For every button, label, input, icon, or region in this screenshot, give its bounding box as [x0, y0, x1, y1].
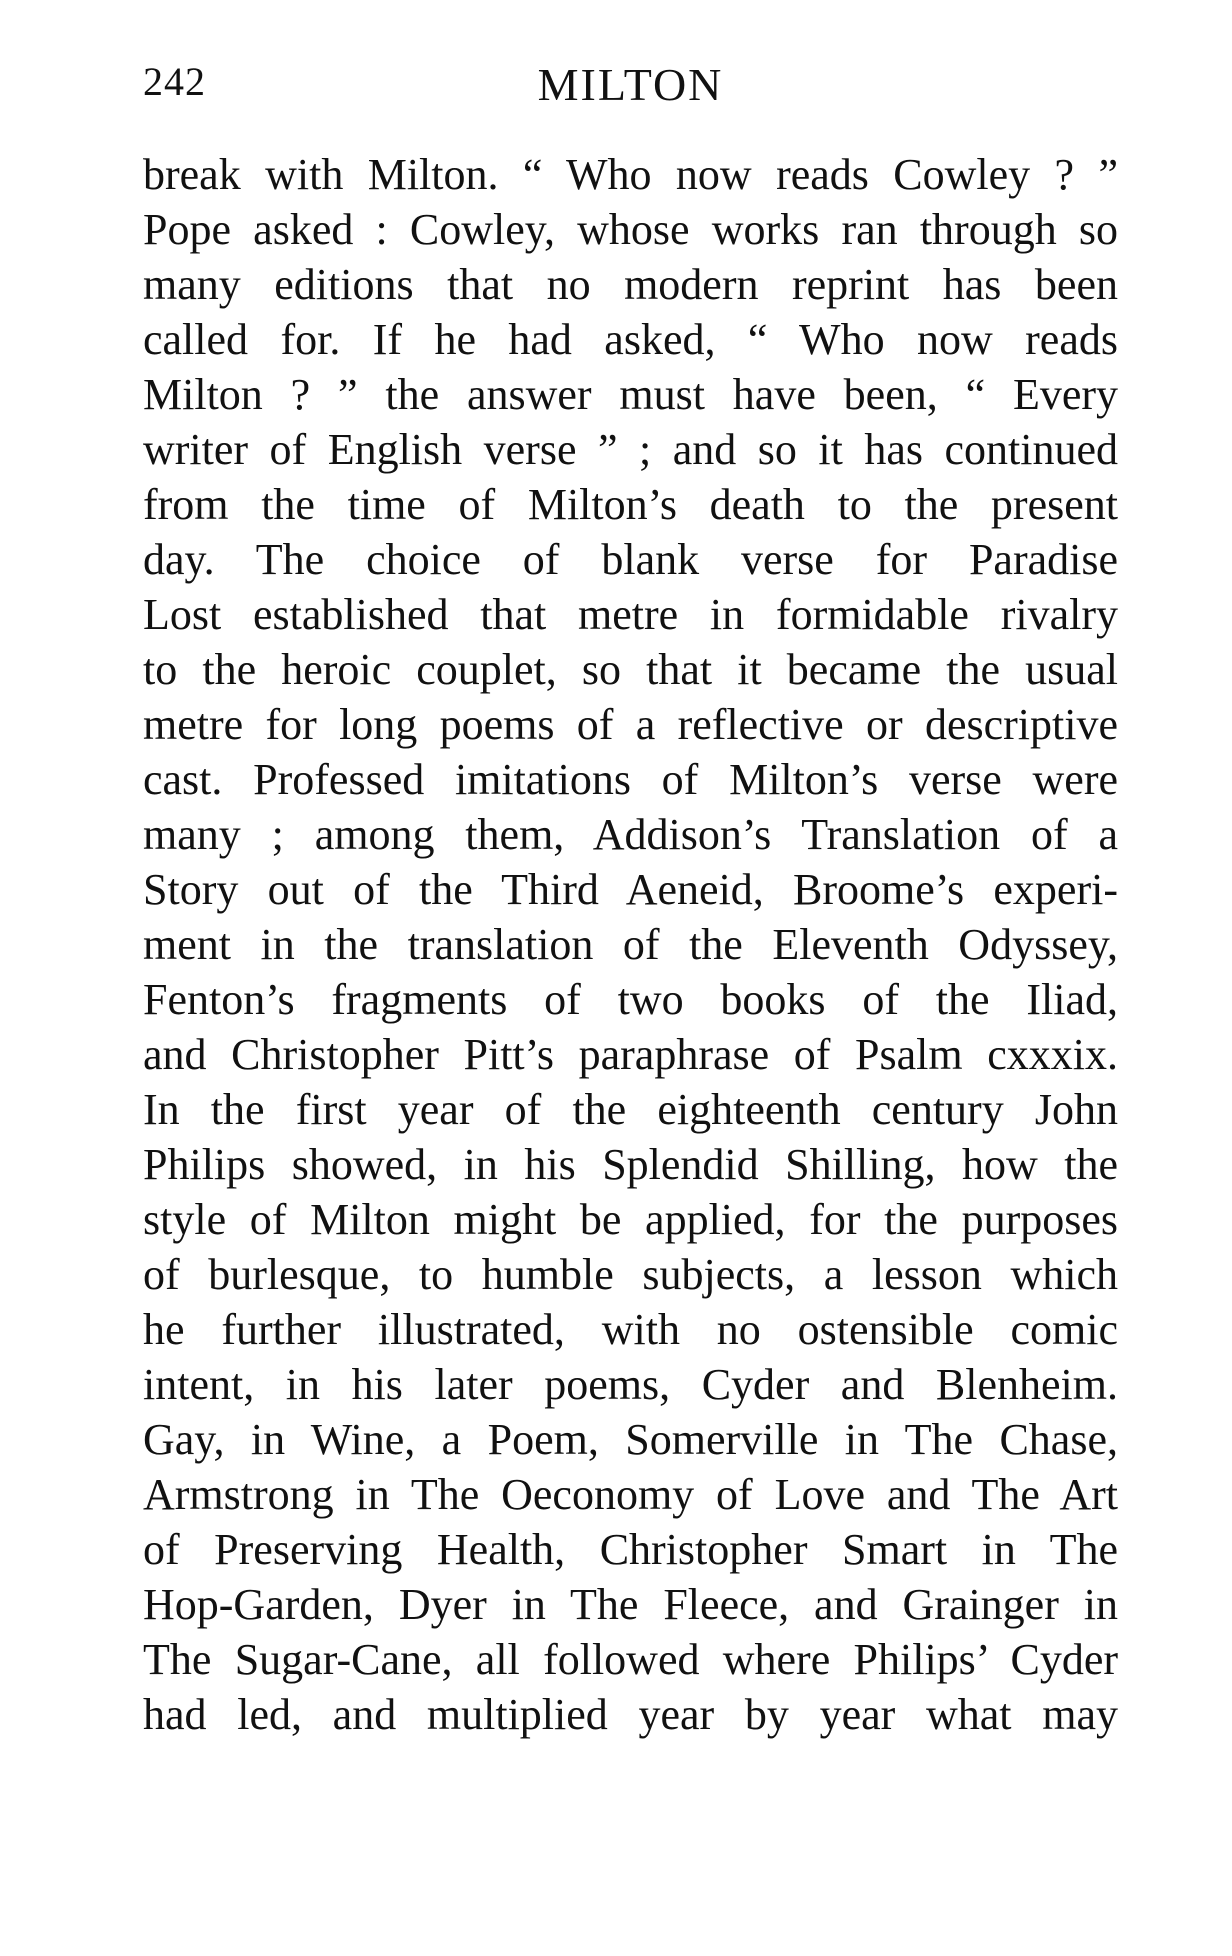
text-line: Pope asked : Cowley, whose works ran through so	[143, 205, 1118, 254]
text-line: day. The choice of blank verse for Paradise	[143, 535, 1118, 584]
text-line: to the heroic couplet, so that it became the usual	[143, 645, 1118, 694]
text-line: many editions that no modern reprint has been	[143, 260, 1118, 309]
text-line: Story out of the Third Aeneid, Broome’s experi-	[143, 865, 1118, 914]
text-line: break with Milton. “ Who now reads Cowley ? ”	[143, 150, 1118, 199]
text-line: Armstrong in The Oeconomy of Love and The Art	[143, 1470, 1118, 1519]
text-line: In the first year of the eighteenth century John	[143, 1085, 1118, 1134]
text-line: The Sugar-Cane, all followed where Philips’ Cyder	[143, 1635, 1118, 1684]
text-line: and Christopher Pitt’s paraphrase of Psalm cxxxix.	[143, 1030, 1118, 1079]
text-line: of burlesque, to humble subjects, a lesson which	[143, 1250, 1118, 1299]
text-line: he further illustrated, with no ostensible comic	[143, 1305, 1118, 1354]
text-line: from the time of Milton’s death to the present	[143, 480, 1118, 529]
text-line: Philips showed, in his Splendid Shilling, how the	[143, 1140, 1118, 1189]
page-header	[143, 58, 1118, 118]
page-number: 242	[143, 59, 206, 104]
text-line: intent, in his later poems, Cyder and Blenheim.	[143, 1360, 1118, 1409]
text-line: had led, and multiplied year by year what may	[143, 1690, 1118, 1739]
body-text	[143, 147, 1118, 1742]
text-line: many ; among them, Addison’s Translation of a	[143, 810, 1118, 859]
text-line: Gay, in Wine, a Poem, Somerville in The Chase,	[143, 1415, 1118, 1464]
running-head: MILTON	[537, 59, 724, 110]
text-line: Milton ? ” the answer must have been, “ Every	[143, 370, 1118, 419]
text-line: Fenton’s fragments of two books of the Iliad,	[143, 975, 1118, 1024]
text-line: ment in the translation of the Eleventh Odyssey,	[143, 920, 1118, 969]
text-line: of Preserving Health, Christopher Smart in The	[143, 1525, 1118, 1574]
text-line: writer of English verse ” ; and so it has continued	[143, 425, 1118, 474]
text-line: metre for long poems of a reflective or descriptive	[143, 700, 1118, 749]
text-line: Hop-Garden, Dyer in The Fleece, and Grainger in	[143, 1580, 1118, 1629]
text-line: called for. If he had asked, “ Who now reads	[143, 315, 1118, 364]
text-line: Lost established that metre in formidable rivalry	[143, 590, 1118, 639]
text-line: cast. Professed imitations of Milton’s verse were	[143, 755, 1118, 804]
text-line: style of Milton might be applied, for the purposes	[143, 1195, 1118, 1244]
